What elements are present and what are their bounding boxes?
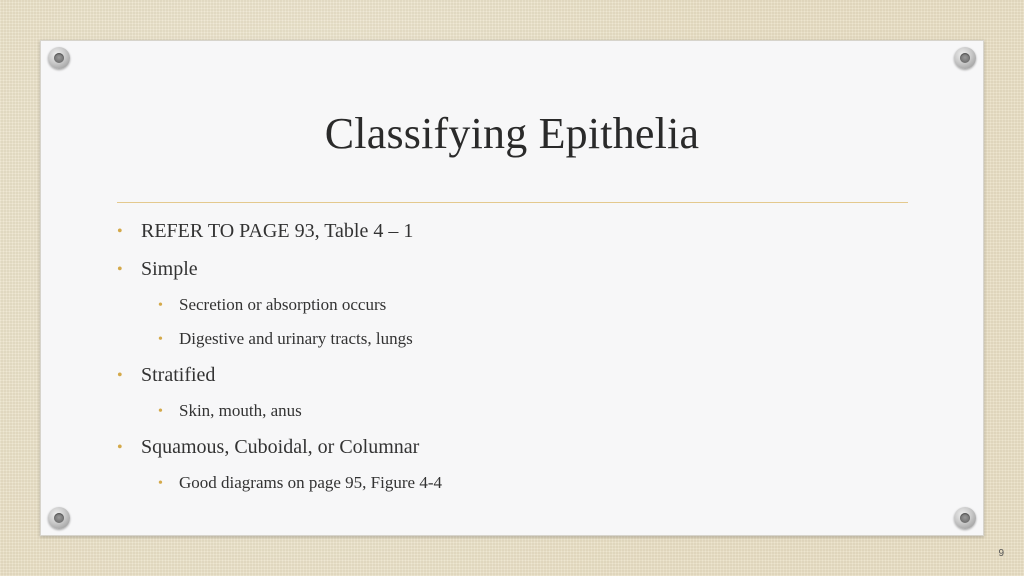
sub-bullet-item [117,398,897,424]
bullet-item [117,432,897,462]
sub-bullet-text: Skin, mouth, anus [179,401,302,420]
sub-bullet-text: Secretion or absorption occurs [179,295,387,314]
bullet-icon: • [158,332,163,347]
bullet-text: Squamous, Cuboidal, or Columnar [141,436,420,458]
bullet-icon: • [117,261,123,278]
bullet-icon: • [117,439,123,456]
slide-title: Classifying Epithelia [324,109,700,158]
bullet-item [117,216,897,246]
rivet-bottom-left-icon [48,507,70,529]
page-number: 9 [998,548,1004,559]
bullet-icon: • [117,223,123,240]
rivet-bottom-right-icon [954,507,976,529]
rivet-top-right-icon [954,47,976,69]
bullet-text: REFER TO PAGE 93, Table 4 – 1 [141,220,414,242]
bullet-item [117,360,897,390]
bullet-icon: • [158,404,163,419]
bullet-text: Simple [141,258,198,280]
bullet-text: Stratified [141,364,216,386]
sub-bullet-item [117,470,897,496]
rivet-top-left-icon [48,47,70,69]
bullet-icon: • [117,367,123,384]
sub-bullet-item [117,326,897,352]
bullet-list [117,216,897,504]
bullet-item [117,254,897,284]
bullet-icon: • [158,298,163,313]
sub-bullet-text: Digestive and urinary tracts, lungs [179,329,413,348]
sub-bullet-text: Good diagrams on page 95, Figure 4-4 [179,473,442,492]
bullet-icon: • [158,476,163,491]
title-divider [117,202,908,203]
sub-bullet-item [117,292,897,318]
